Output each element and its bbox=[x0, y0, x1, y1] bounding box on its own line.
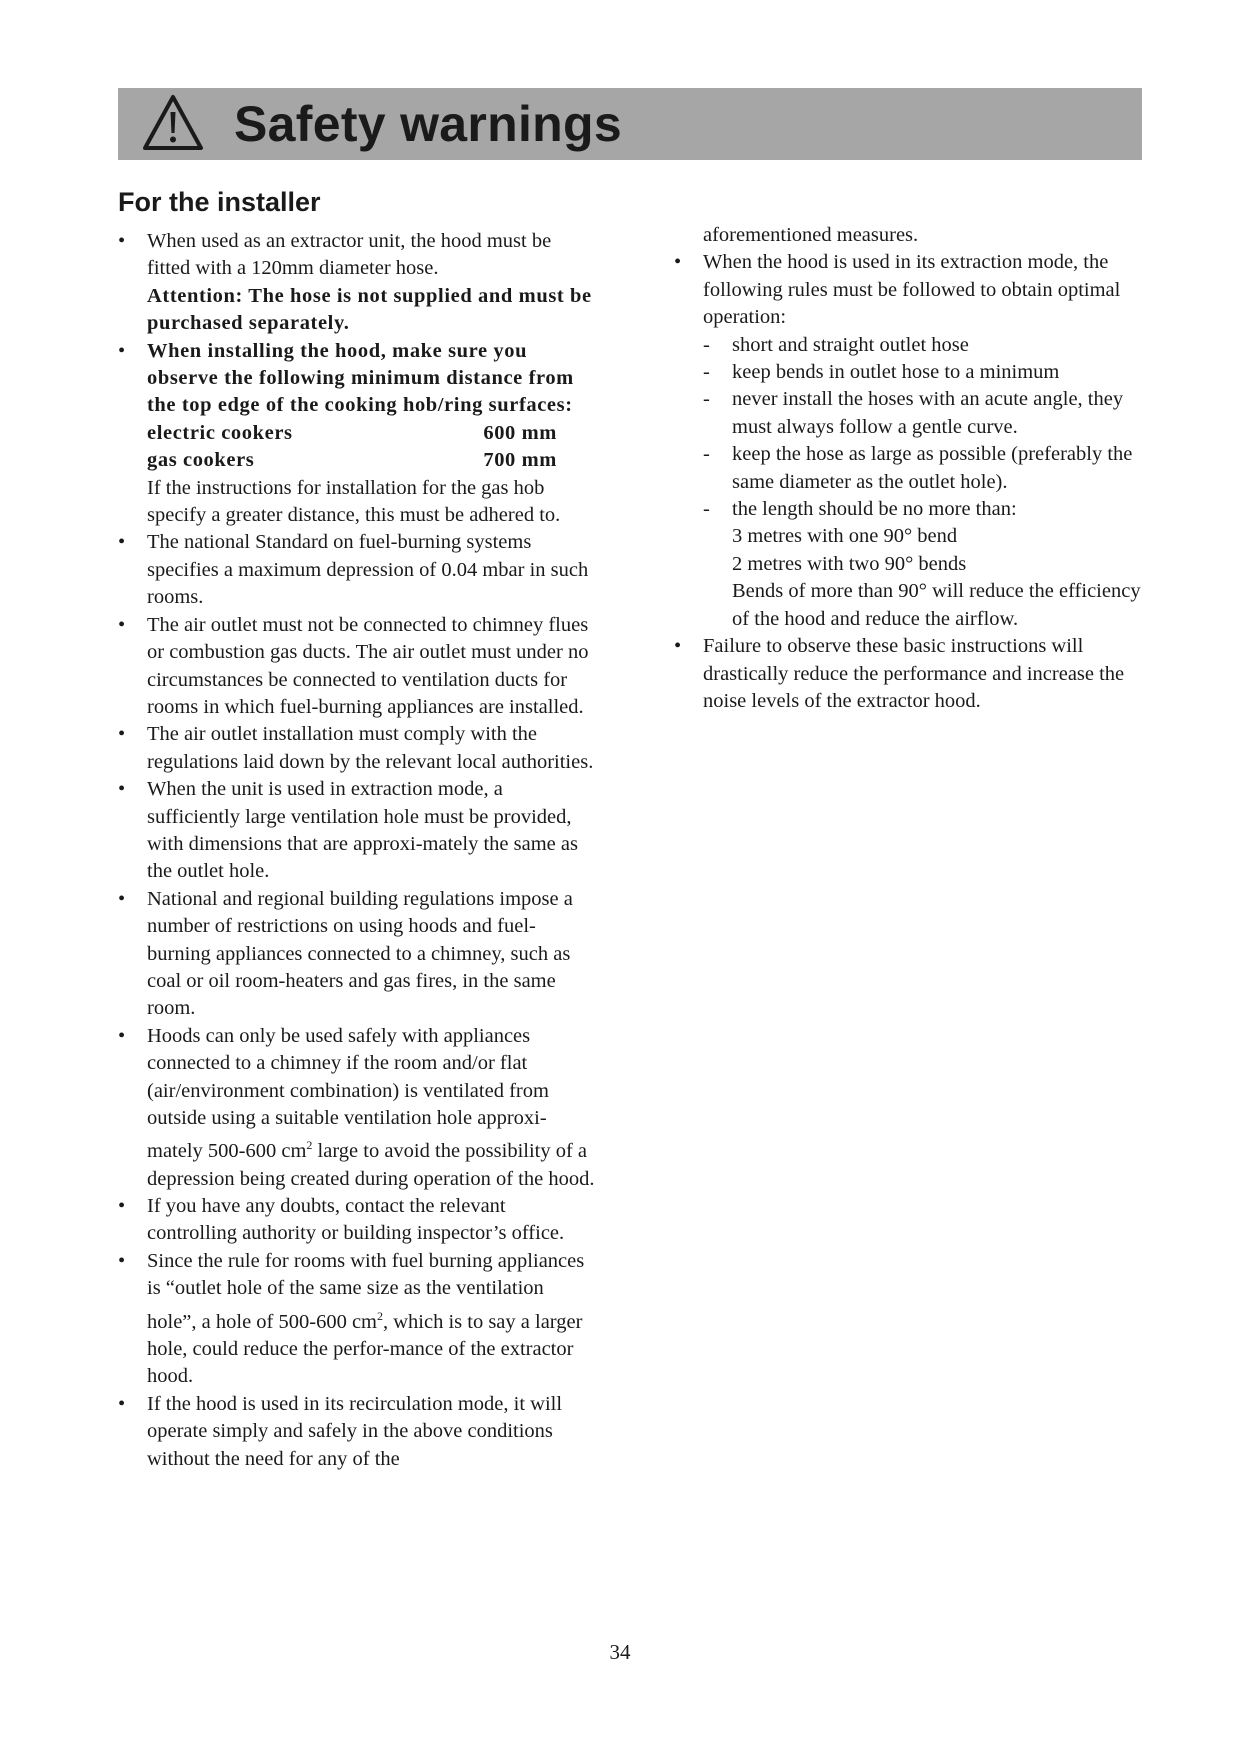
dash-text: - the length should be no more than: bbox=[732, 498, 1017, 521]
list-item: • The national Standard on fuel-burning systems specifies a maximum depression of 0.04 mbar in such rooms. bbox=[118, 529, 598, 611]
dash-item: - never install the hoses with an acute angle, they must always follow a gentle curve. bbox=[703, 386, 1154, 441]
distance-label: gas cookers bbox=[147, 449, 255, 472]
superscript: 2 bbox=[306, 1138, 313, 1153]
continuation-text: aforementioned measures. bbox=[703, 224, 919, 246]
distance-value: 700 mm bbox=[483, 449, 557, 472]
title-banner bbox=[118, 88, 1142, 160]
bullet-text: If the instructions for installation for the gas hob specify a greater distance, this must be adhered to. bbox=[147, 476, 561, 527]
superscript: 2 bbox=[376, 1308, 383, 1323]
right-column bbox=[674, 222, 1154, 715]
list-item: • If the hood is used in its recirculation mode, it will operate simply and safely in the above conditions without the need for any of the bbox=[118, 1391, 598, 1473]
list-item: • The air outlet installation must comply with the regulations laid down by the relevant local authorities. bbox=[118, 721, 598, 776]
warning-triangle-icon bbox=[142, 94, 204, 152]
distance-row-gas bbox=[147, 447, 557, 474]
list-item bbox=[118, 228, 598, 338]
list-item bbox=[118, 1023, 598, 1193]
dash-text: Bends of more than 90° will reduce the efficiency of the hood and reduce the airflow. bbox=[732, 580, 1141, 630]
attention-note: Attention: The hose is not supplied and must be purchased separately. bbox=[147, 284, 592, 335]
rules-list bbox=[703, 332, 1154, 633]
bullet-text: When used as an extractor unit, the hood must be fitted with a 120mm diameter hose. bbox=[147, 230, 552, 280]
bullet-text: Since the rule for rooms with fuel burning appliances is “outlet hole of the same size as the ventilation hole”, a hole of 500-600 cm bbox=[147, 1249, 585, 1333]
bullet-text: Hoods can only be used safely with appliances connected to a chimney if the room and/or flat (air/environment combination) is ventilated from outside using a suitable ventilation hole approxi-mately 500-600 cm bbox=[147, 1024, 549, 1163]
distance-warning: • When installing the hood, make sure you observe the following minimum distance from the top edge of the cooking hob/ring surfaces: bbox=[147, 339, 574, 417]
dash-item: - short and straight outlet hose bbox=[703, 332, 1154, 359]
list-item: • The air outlet must not be connected to chimney flues or combustion gas ducts. The air outlet must under no circumstances be connected to ventilation ducts for rooms in which fuel-burning appliances are installed. bbox=[118, 612, 598, 722]
left-column bbox=[118, 228, 598, 1473]
distance-value: 600 mm bbox=[483, 421, 557, 444]
bullet-text: large to avoid the possibility of a depression being created during operation of the hood. bbox=[147, 1140, 595, 1190]
list-item: • When the unit is used in extraction mode, a sufficiently large ventilation hole must be provided, with dimensions that are approxi-mately the same as the outlet hole. bbox=[118, 776, 598, 886]
list-item: • National and regional building regulations impose a number of restrictions on using hoods and fuel-burning appliances connected to a chimney, such as coal or oil room-heaters and gas fires, in the same room. bbox=[118, 886, 598, 1023]
dash-item: - keep bends in outlet hose to a minimum bbox=[703, 359, 1154, 386]
distance-row-electric bbox=[147, 420, 557, 447]
list-item: • If you have any doubts, contact the relevant controlling authority or building inspector’s office. bbox=[118, 1193, 598, 1248]
list-item bbox=[118, 338, 598, 530]
list-item bbox=[674, 249, 1154, 633]
list-item bbox=[118, 1248, 598, 1391]
dash-item: - keep the hose as large as possible (preferably the same diameter as the outlet hole). bbox=[703, 441, 1154, 496]
list-item: • Failure to observe these basic instructions will drastically reduce the performance and increase the noise levels of the extractor hood. bbox=[674, 633, 1154, 715]
bullet-text: , which is to say a larger hole, could reduce the perfor-mance of the extractor hood. bbox=[147, 1310, 583, 1388]
page-title: Safety warnings bbox=[234, 96, 622, 152]
distance-label: electric cookers bbox=[147, 421, 293, 444]
dash-item bbox=[703, 496, 1154, 633]
section-title: For the installer bbox=[118, 187, 321, 217]
bullet-text: • When the hood is used in its extraction mode, the following rules must be followed to obtain optimal operation: bbox=[703, 251, 1121, 329]
page-number: 34 bbox=[609, 1640, 631, 1664]
dash-text: 2 metres with two 90° bends bbox=[732, 552, 967, 575]
dash-text: 3 metres with one 90° bend bbox=[732, 525, 958, 548]
